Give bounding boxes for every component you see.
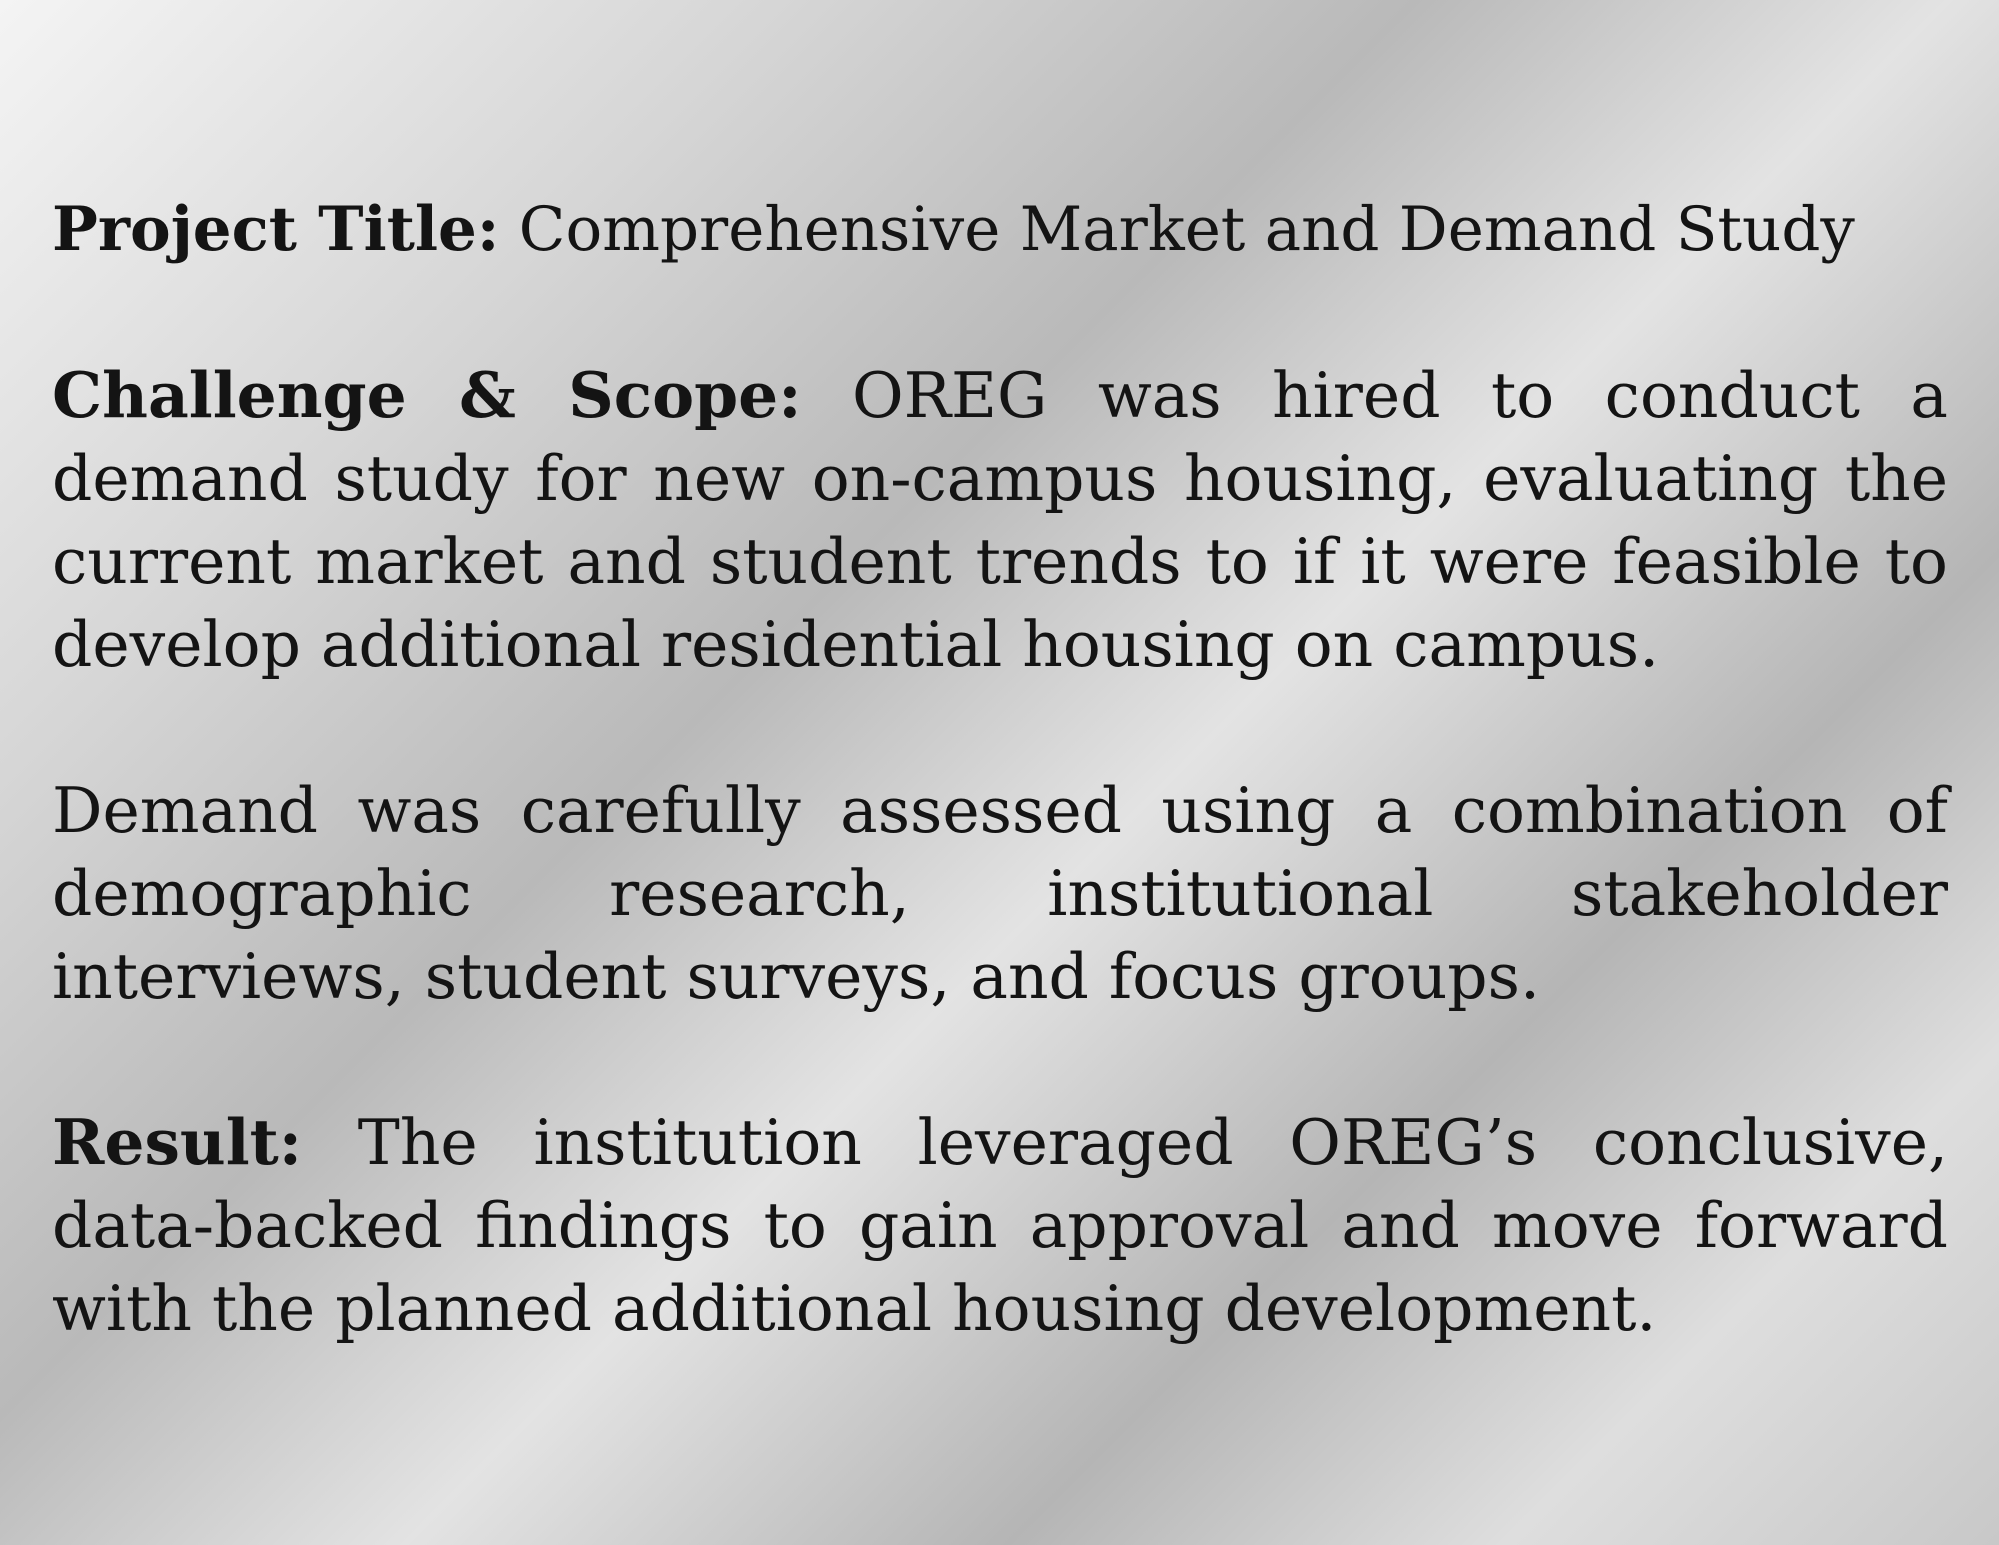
- result-label: Result:: [52, 1105, 303, 1179]
- project-title-value: Comprehensive Market and Demand Study: [518, 194, 1855, 265]
- demand-text: Demand was carefully assessed using a combination of demographic research, institutional stakeholder interviews, student surveys, and focus groups.: [52, 774, 1948, 1013]
- challenge-scope-text: OREG was hired to conduct a demand study for new on-campus housing, evaluating the current market and student trends to if it were feasible to develop additional residential housing on campus.: [52, 359, 1948, 681]
- challenge-scope-label: Challenge & Scope:: [52, 358, 802, 432]
- project-title-label: Project Title:: [52, 194, 500, 265]
- demand-paragraph: [52, 769, 1948, 1018]
- project-title-paragraph: [52, 188, 1948, 271]
- document-body: [52, 188, 1948, 1350]
- result-text: The institution leveraged OREG’s conclusive, data-backed findings to gain approval and move forward with the planned additional housing development.: [52, 1106, 1949, 1345]
- result-paragraph: [52, 1101, 1948, 1350]
- challenge-scope-paragraph: [52, 354, 1948, 686]
